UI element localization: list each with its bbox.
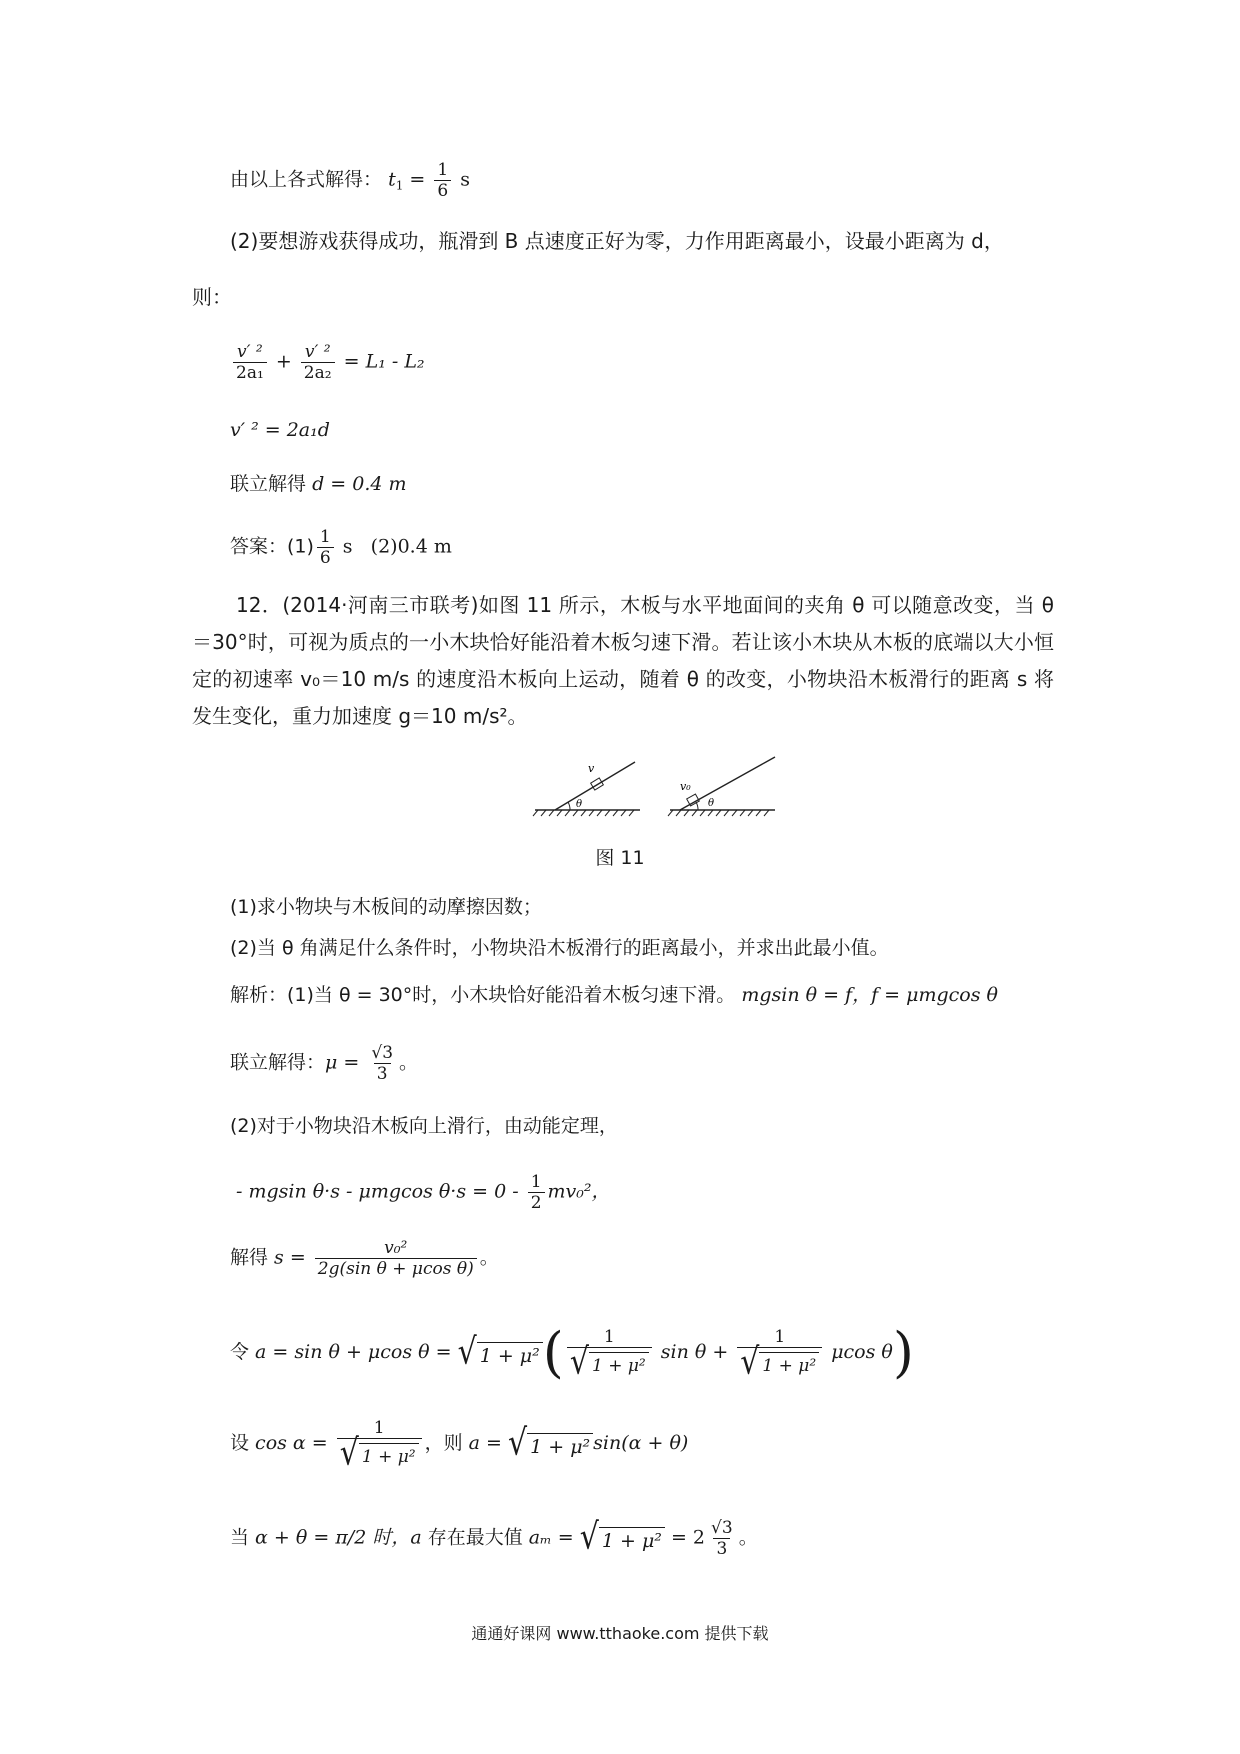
problem-12-text: 12．(2014·河南三市联考)如图 11 所示，木板与水平地面间的夹角 θ 可以随意改变，当 θ＝30°时，可视为质点的一小木块恰好能沿着木板匀速下滑。若让该小木块从木板的底端以大小恒定的初速率 v₀＝10 m/s 的速度沿木板向上运动，随着 θ 的改变，小物块沿木板滑行的距离 s 将发生变化，重力加速度 g＝10 m/s²。 <box>192 593 1054 728</box>
part2-intro-line2: 则： <box>192 285 232 309</box>
page-footer: 通通好课网 www.tthaoke.com 提供下载 <box>471 1624 769 1643</box>
solution-1-line: 解析：(1)当 θ = 30°时，小木块恰好能沿着木板匀速下滑。 mgsin θ = f，f = μmgcos θ <box>230 984 998 1006</box>
angle-label-right: θ <box>708 798 715 809</box>
joint-solve-d-line: 联立解得 d = 0.4 m <box>230 473 407 495</box>
equation-velocity-squared: v′ ² = 2a₁d <box>230 419 330 441</box>
part2-intro-line1: (2)要想游戏获得成功，瓶滑到 B 点速度正好为零，力作用距离最小，设最小距离为 d， <box>230 229 1004 253</box>
initial-velocity-label: v₀ <box>680 780 691 793</box>
max-a-line: 当 α + θ = π/2 时，a 存在最大值 aₘ = √ 1 + μ² = 2 $\frac{√3}{3}$ 。 <box>230 1516 758 1559</box>
joint-solve-mu-line: 联立解得：μ = $\frac{√3}{3}$ 。 <box>230 1043 419 1084</box>
figure-caption: 图 11 <box>595 847 645 869</box>
set-cos-alpha-line: 设 cos α = 1 √ 1 + μ² ，则 a = √ 1 + μ² sin(α + θ) <box>230 1418 689 1475</box>
solve-s-line: 解得 s = $\frac{\text{v₀²}}{\text{2g(sin θ + μcos θ)}}$ 。 <box>230 1238 499 1279</box>
solve-t1-line: 由以上各式解得： $t_1$ = $\frac{1}{6}$ s <box>230 160 470 201</box>
question-2: (2)当 θ 角满足什么条件时，小物块沿木板滑行的距离最小，并求出此最小值。 <box>230 937 889 959</box>
equation-kinematic-sum: $\frac{\text{v′ ²}}{\text{2a₁}}$ + $\frac{\text{v′ ²}}{\text{2a₂}}$ = L₁ - L₂ <box>230 342 425 383</box>
solution-2-intro: (2)对于小物块沿木板向上滑行，由动能定理， <box>230 1115 618 1137</box>
velocity-label: v <box>588 762 595 775</box>
angle-label: θ <box>576 799 583 810</box>
work-energy-equation: - mgsin θ·s - μmgcos θ·s = 0 - $\frac{1}{2}$ mv₀²， <box>236 1172 611 1213</box>
question-1: (1)求小物块与木板间的动摩擦因数； <box>230 896 542 918</box>
figure-11 <box>530 752 810 822</box>
let-a-line: 令 a = sin θ + μcos θ = √ 1 + μ² ( 1 √ 1 + μ² sin θ + 1 √ 1 + μ² μcos θ) <box>230 1321 914 1384</box>
answer-line: 答案：(1) $\frac{1}{6}$ s (2)0.4 m <box>230 527 452 568</box>
inclined-plane-diagram <box>530 752 810 822</box>
fraction-one-sixth: $\frac{1}{6}$ <box>434 160 451 201</box>
